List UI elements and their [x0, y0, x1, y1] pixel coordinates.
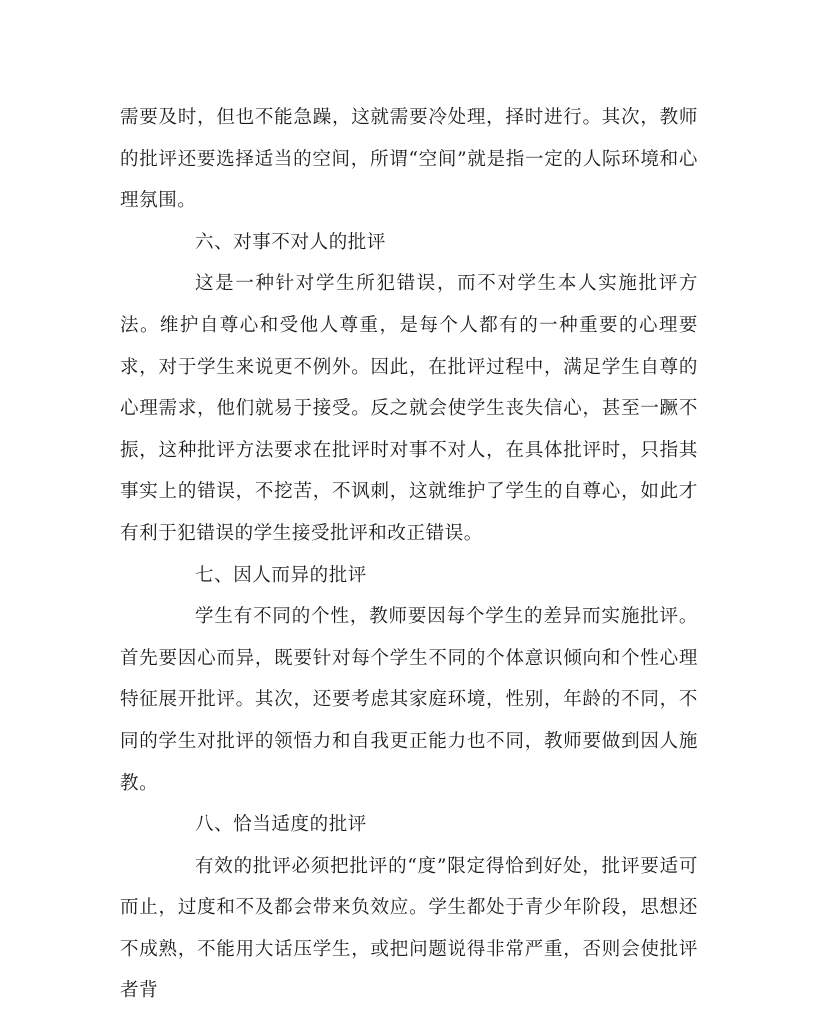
paragraph-continued: 需要及时，但也不能急躁，这就需要冷处理，择时进行。其次，教师的批评还要选择适当的空间，所谓“空间”就是指一定的人际环境和心理氛围。	[120, 107, 698, 212]
paragraph-section-seven: 学生有不同的个性，教师要因每个学生的差异而实施批评。首先要因心而异，既要针对每个学生不同的个体意识倾向和个性心理特征展开批评。其次，还要考虑其家庭环境，性别，年龄的不同，不同的学生对批评的领悟力和自我更正能力也不同，教师要做到因人施教。	[120, 606, 698, 794]
section-heading-six: 六、对事不对人的批评	[195, 231, 387, 253]
section-heading-seven: 七、因人而异的批评	[195, 564, 367, 586]
document-body	[120, 97, 698, 1012]
paragraph-section-eight: 有效的批评必须把批评的“度”限定得恰到好处，批评要适可而止，过度和不及都会带来负效应。学生都处于青少年阶段，思想还不成熟，不能用大话压学生，或把问题说得非常严重，否则会使批评者背	[120, 855, 698, 1002]
section-heading-eight: 八、恰当适度的批评	[195, 814, 367, 836]
paragraph-section-six: 这是一种针对学生所犯错误，而不对学生本人实施批评方法。维护自尊心和受他人尊重，是每个人都有的一种重要的心理要求，对于学生来说更不例外。因此，在批评过程中，满足学生自尊的心理需求，他们就易于接受。反之就会使学生丧失信心，甚至一蹶不振，这种批评方法要求在批评时对事不对人，在具体批评时，只指其事实上的错误，不挖苦，不讽刺，这就维护了学生的自尊心，如此才有利于犯错误的学生接受批评和改正错误。	[120, 273, 698, 544]
